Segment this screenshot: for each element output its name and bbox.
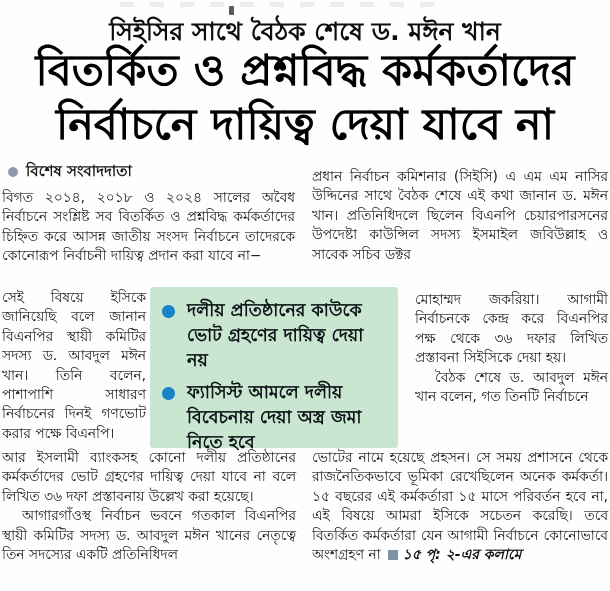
headline-line-2: নির্বাচনে দায়িত্ব দেয়া যাবে না — [55, 100, 555, 150]
body-right-column-top: প্রধান নির্বাচন কমিশনার (সিইসি) এ এম এম নাসির উদ্দিনের সাথে বৈঠক শেষে এই কথা জানান ড. মঈন খান। প্রতিনিধিদলে ছিলেন বিএনপি চেয়ারপারসনের উপদেষ্টা কাউন্সিল সদস্য ইসমাইল জবিউল্লাহ ও সাবেক সচিব ডক্টর — [312, 169, 608, 263]
jump-to-page-label: ১৫ পৃ: ২-এর কলামে — [402, 547, 522, 564]
highlight-callout-box — [150, 287, 398, 453]
body-paragraph: মোহাম্মদ জকরিয়া। আগামী নির্বাচনকে কেন্দ্র করে বিএনপির পক্ষ থেকে ৩৬ দফার লিখিত প্রস্তাবনা সিইসিকে দেয়া হয়। — [415, 292, 608, 367]
jump-square-icon — [388, 550, 398, 560]
body-paragraph: আর ইসলামী ব্যাংকসহ কোনো দলীয় প্রতিষ্ঠানের কর্মকর্তাদের ভোট গ্রহণের দায়িত্ব দেয়া যাবে না বলে লিখিত ৩৬ দফা প্রস্তাবনায় উল্লেখ করা হয়েছে। — [2, 450, 296, 505]
kicker-subheadline: সিইসির সাথে বৈঠক শেষে ড. মঈন খান — [109, 17, 501, 46]
bullet-circle-icon — [162, 387, 175, 400]
byline-bullet-icon — [8, 167, 18, 177]
bullet-circle-icon — [162, 305, 175, 318]
headline-line-1: বিতর্কিত ও প্রশ্নবিদ্ধ কর্মকর্তাদের — [35, 46, 575, 96]
body-left-column-bottom — [2, 449, 296, 565]
body-paragraph: আগারগাঁওস্থ নির্বাচন ভবনে গতকাল বিএনপির স্থায়ী কমিটির সদস্য ড. আবদুল মঈন খানের নেতৃত্বে তিন সদস্যের একটি প্রতিনিধিদল — [2, 508, 296, 564]
body-paragraph: ভোটের নামে হয়েছে প্রহসন। সে সময় প্রশাসনে থেকে রাজনৈতিকভাবে ভূমিকা রেখেছিলেন অনেক কর্মকর্তা। ১৫ বছরের এই কর্মকর্তারা ১৫ মাসে পরিবর্তন হবে না, এই বিষয়ে আমরা ইসিকে সচেতন করেছি। তবে বিতর্কিত কর্মকর্তারা যেন আগামী নির্বাচনে কোনোভাবে অংশগ্রহণ না — [312, 450, 608, 564]
callout-item — [162, 381, 388, 456]
byline-label: বিশেষ সংবাদদাতা — [26, 161, 132, 180]
byline — [8, 161, 132, 183]
main-headline — [0, 44, 610, 152]
body-right-column-bottom — [312, 449, 608, 565]
body-right-column-beside-box — [415, 291, 608, 407]
body-paragraph: বৈঠক শেষে ড. আবদুল মঈন খান বলেন, গত তিনটি নির্বাচনে — [415, 369, 608, 406]
cropped-print-noise — [120, 2, 450, 7]
body-left-column-top: বিগত ২০১৪, ২০১৮ ও ২০২৪ সালের অবৈধ নির্বাচনে সংশ্লিষ্ট সব বিতর্কিত ও প্রশ্নবিদ্ধ কর্মকর্তাদের চিহ্নিত করে আসন্ন জাতীয় সংসদ নির্বাচনে তাদেরকে কোনোরূপ নির্বাচনী দায়িত্ব প্রদান করা যাবে না− — [2, 190, 295, 265]
callout-item-text: দলীয় প্রতিষ্ঠানের কাউকে ভোট গ্রহণের দায়িত্ব দেয়া নয় — [187, 301, 364, 371]
body-left-column-beside-box: সেই বিষয়ে ইসিকে জানিয়েছি বলে জানান বিএনপির স্থায়ী কমিটির সদস্য ড. আবদুল মঈন খান। তিনি বলেন, পাশাপাশি সাধারণ নির্বাচনের দিনই গণভোট করার পক্ষে বিএনপি। — [2, 290, 146, 442]
callout-item — [162, 299, 388, 374]
callout-item-text: ফ্যাসিস্ট আমলে দলীয় বিবেচনায় দেয়া অস্ত্র জমা নিতে হবে — [187, 383, 362, 453]
